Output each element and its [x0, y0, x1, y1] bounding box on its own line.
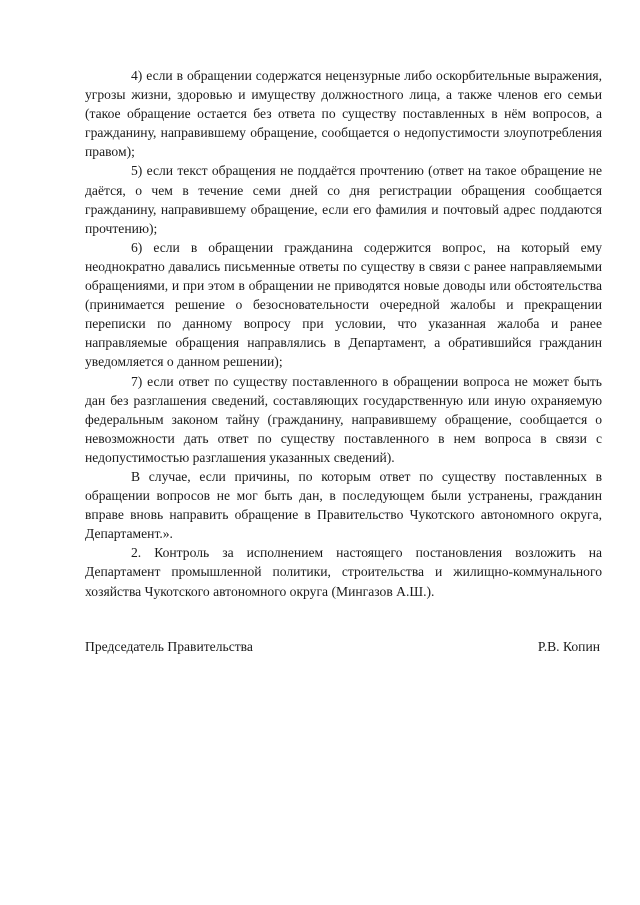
paragraph-item-4: 4) если в обращении содержатся нецензурные либо оскорбительные выражения, угрозы жизни, здоровью и имуществу должностного лица, а также членов его семьи (такое обращение остается без ответа по существу поставленных в нём вопросов, а гражданину, направившему обращение, сообщается о недопустимости злоупотребления правом);	[85, 68, 602, 160]
paragraph-item-7: 7) если ответ по существу поставленного в обращении вопроса не может быть дан без разглашения сведений, составляющих государственную или иную охраняемую федеральным законом тайну (гражданину, направившему обращение, сообщается о невозможности дать ответ по существу поставленного в нем вопроса в связи с недопустимостью разглашения указанных сведений).	[85, 373, 602, 465]
signature-block	[85, 637, 600, 656]
paragraph-item-5: 5) если текст обращения не поддаётся прочтению (ответ на такое обращение не даётся, о чем в течение семи дней со дня регистрации обращения сообщается гражданину, направившему обращение, если его фамилия и почтовый адрес поддаются прочтению);	[85, 163, 602, 236]
paragraph-control-clause: 2. Контроль за исполнением настоящего постановления возложить на Департамент промышленной политики, строительства и жилищно-коммунального хозяйства Чукотского автономного округа (Мингазов А.Ш.).	[85, 545, 602, 599]
paragraph-item-6: 6) если в обращении гражданина содержится вопрос, на который ему неоднократно давались письменные ответы по существу в связи с ранее направляемыми обращениями, и при этом в обращении не приводятся новые доводы или обстоятельства (принимается решение о безосновательности очередной жалобы и прекращении переписки по данному вопросу при условии, что указанная жалоба и ранее направляемые обращения направлялись в Департамент, а обратившийся гражданин уведомляется о данном решении);	[85, 239, 602, 370]
signatory-position: Председатель Правительства	[85, 639, 253, 654]
paragraph-closing-note: В случае, если причины, по которым ответ по существу поставленных в обращении вопросов не мог быть дан, в последующем были устранены, гражданин вправе вновь направить обращение в Правительство Чукотского автономного округа, Департамент.».	[85, 468, 602, 542]
signatory-name: Р.В. Копин	[537, 639, 600, 654]
document-body	[85, 66, 602, 601]
